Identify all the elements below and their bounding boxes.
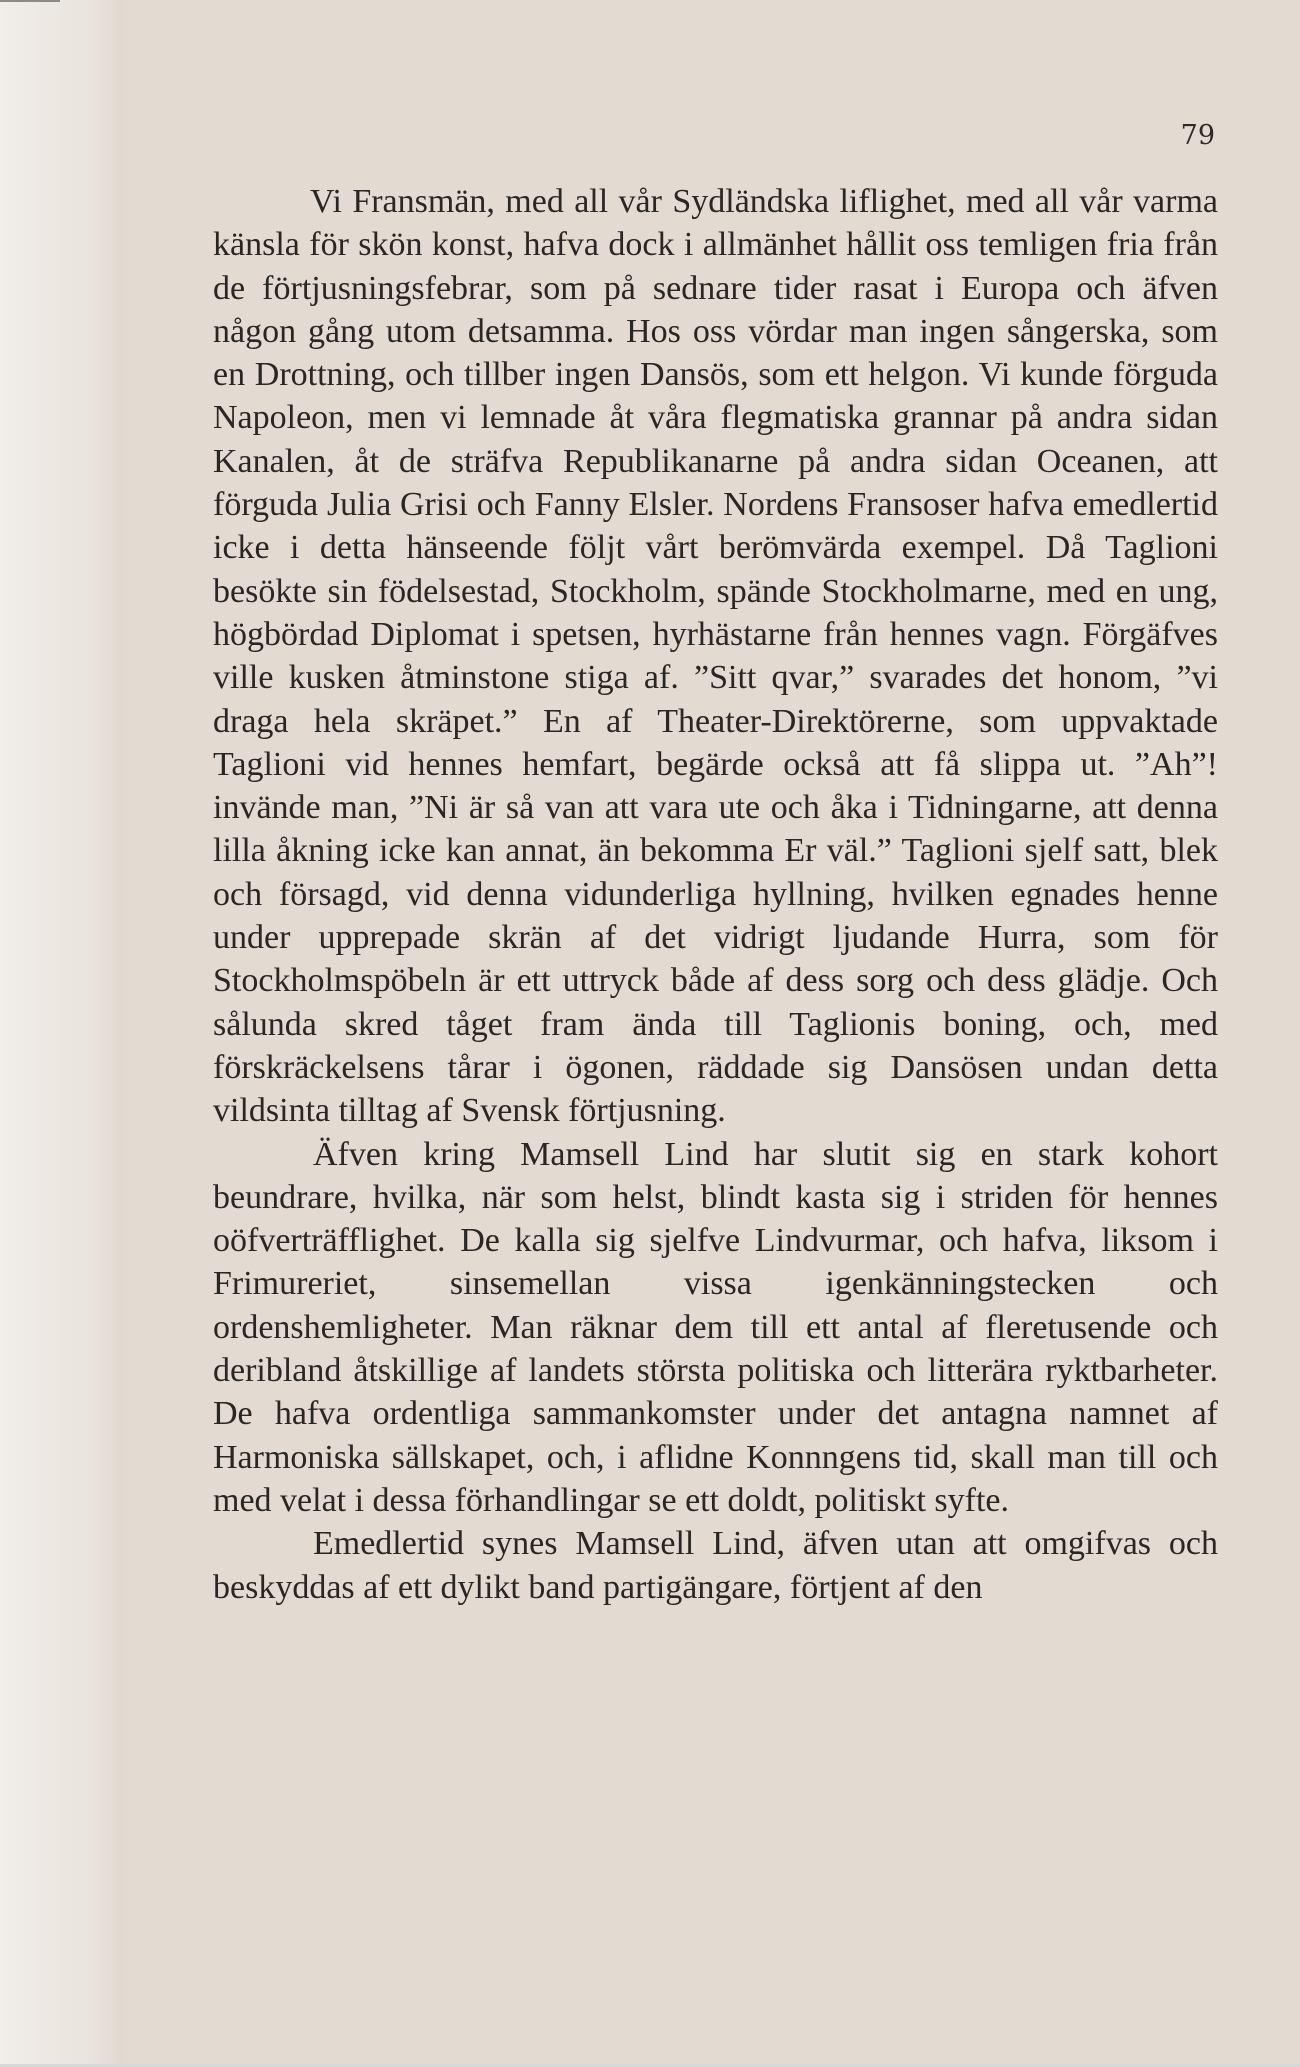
paragraph: Emedlertid synes Mamsell Lind, äfven utan att omgifvas och beskyddas af ett dylikt band partigängare, förtjent af den bbox=[213, 1525, 1218, 1606]
paragraph: Äfven kring Mamsell Lind har slutit sig en stark kohort beundrare, hvilka, när som helst, blindt kasta sig i striden för hennes oöfverträfflighet. De kalla sig sjelfve Lindvurmar, och hafva, liksom i Frimureriet, sinsemellan vissa igenkänningstecken och ordenshemligheter. Man räknar dem till ett antal af fleretusende och deribland åtskillige af landets största politiska och litterära ryktbarheter. De hafva ordentliga sammankomster under det antagna namnet af Harmoniska sällskapet, och, i aflidne Konnngens tid, skall man till och med velat i dessa förhandlingar se ett doldt, politiskt syfte. bbox=[213, 1135, 1218, 1519]
scan-margin bbox=[0, 0, 124, 2067]
body-text bbox=[213, 180, 1218, 1609]
paragraph: Vi Fransmän, med all vår Sydländska liflighet, med all vår varma känsla för skön konst, hafva dock i allmänhet hållit oss temligen fria från de förtjusningsfebrar, som på sednare tider rasat i Europa och äfven någon gång utom detsamma. Hos oss vördar man ingen sångerska, som en Drottning, och tillber ingen Dansös, som ett helgon. Vi kunde förguda Napoleon, men vi lemnade åt våra flegmatiska grannar på andra sidan Kanalen, åt de sträfva Republikanarne på andra sidan Oceanen, att förguda Julia Grisi och Fanny Elsler. Nordens Fransoser hafva emedlertid icke i detta hänseende följt vårt berömvärda exempel. Då Taglioni besökte sin födelsestad, Stockholm, spände Stockholmarne, med en ung, högbördad Diplomat i spetsen, hyrhästarne från hennes vagn. Förgäfves ville kusken åtminstone stiga af. ”Sitt qvar,” svarades det honom, ”vi draga hela skräpet.” En af Theater-Direktörerne, som uppvaktade Taglioni vid hennes hemfart, begärde också att få slippa ut. ”Ah”! invände man, ”Ni är så van att vara ute och åka i Tidningarne, att denna lilla åkning icke kan annat, än bekomma Er väl.” Taglioni sjelf satt, blek och försagd, vid denna vidunderliga hyllning, hvilken egnades henne under upprepade skrän af det vidrigt ljudande Hurra, som för Stockholmspöbeln är ett uttryck både af dess sorg och dess glädje. Och sålunda skred tåget fram ända till Taglionis boning, och, med förskräckelsens tårar i ögonen, räddade sig Dansösen undan detta vildsinta tilltag af Svensk förtjusning. bbox=[213, 183, 1218, 1130]
page-number: 79 bbox=[1180, 120, 1215, 151]
scan-edge-line bbox=[0, 0, 60, 2]
